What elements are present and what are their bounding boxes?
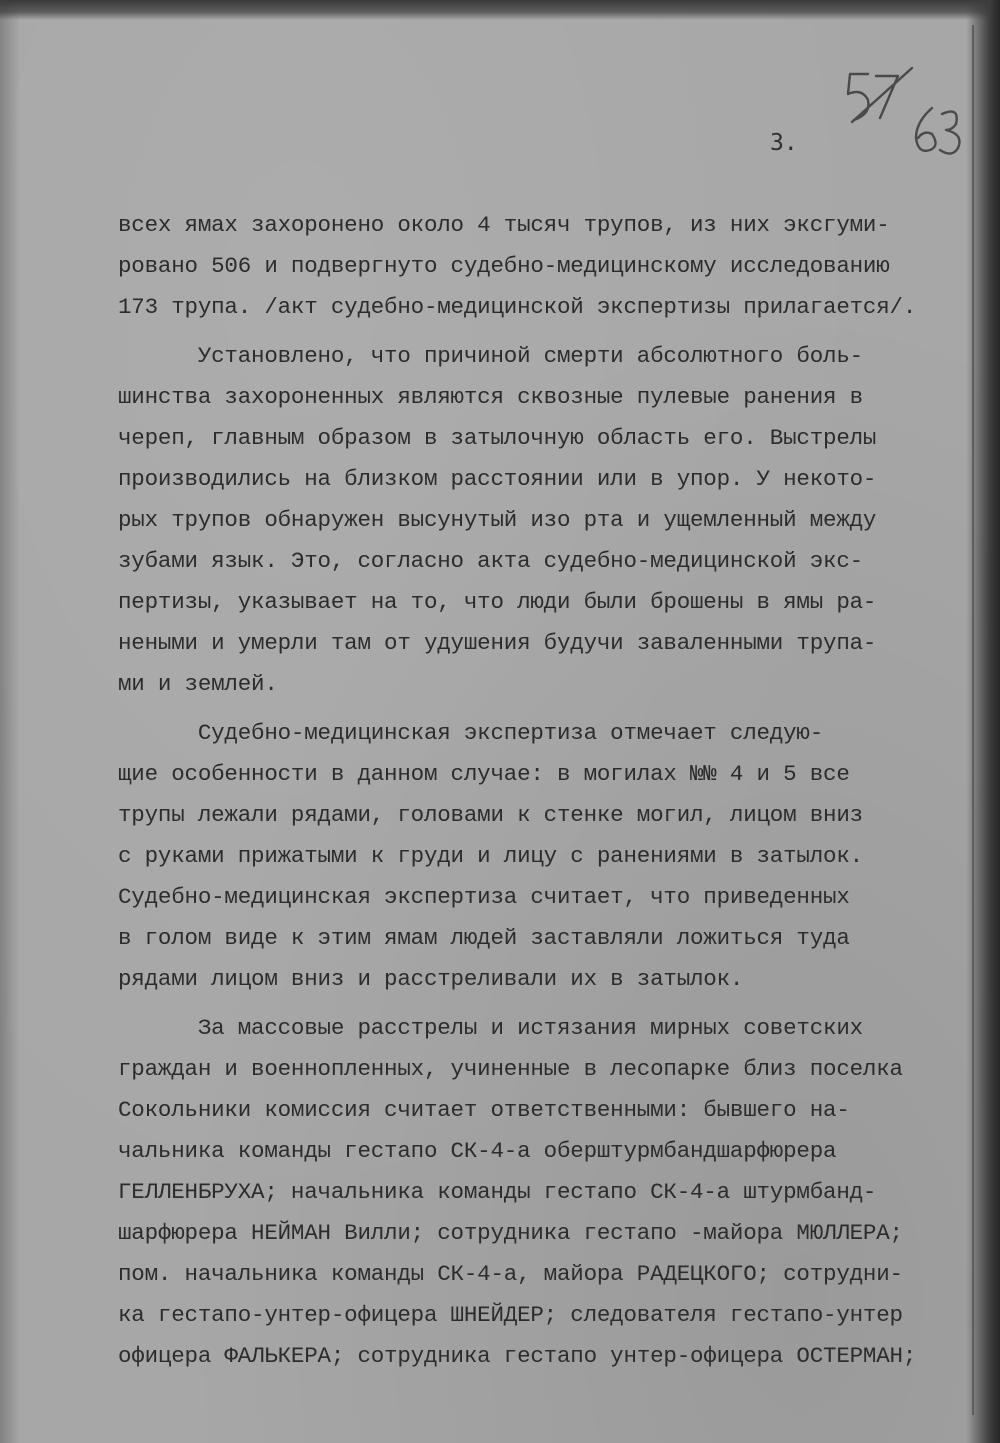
text-line: ми и землей. [118, 671, 278, 697]
text-line: 173 трупа. /акт судебно-медицинской экспертизы прилагается/. [118, 294, 917, 320]
left-edge-shadow [0, 0, 20, 1443]
text-line: Сокольники комиссия считает ответственными: бывшего на- [118, 1097, 850, 1123]
text-line: ГЕЛЛЕНБРУХА; начальника команды гестапо СК-4-а штурмбанд- [118, 1179, 877, 1205]
page-number: 3. [770, 130, 798, 156]
text-line: Судебно-медицинская экспертиза отмечает следую- [118, 720, 824, 746]
text-line: производились на близком расстоянии или в упор. У некото- [118, 466, 877, 492]
text-line: неными и умерли там от удушения будучи заваленными трупа- [118, 630, 877, 656]
text-line: череп, главным образом в затылочную область его. Выстрелы [118, 425, 877, 451]
handwritten-page-numbers [846, 62, 976, 162]
document-body [118, 205, 958, 1377]
text-line: За массовые расстрелы и истязания мирных советских [118, 1015, 863, 1041]
text-line: в голом виде к этим ямам людей заставляли ложиться туда [118, 925, 850, 951]
paragraph [118, 205, 958, 328]
text-line: рых трупов обнаружен высунутый изо рта и ущемленный между [118, 507, 877, 533]
text-line: офицера ФАЛЬКЕРА; сотрудника гестапо унтер-офицера ОСТЕРМАН; [118, 1343, 917, 1369]
paragraph [118, 1008, 958, 1377]
text-line: с руками прижатыми к груди и лицу с ранениями в затылок. [118, 843, 863, 869]
text-line: граждан и военнопленных, учиненные в лесопарке близ поселка [118, 1056, 903, 1082]
text-line: шинства захороненных являются сквозные пулевые ранения в [118, 384, 863, 410]
text-line: шарфюрера НЕЙМАН Вилли; сотрудника гестапо -майора МЮЛЛЕРА; [118, 1220, 903, 1246]
top-edge-shadow [0, 0, 1000, 20]
text-line: пом. начальника команды СК-4-а, майора РАДЕЦКОГО; сотрудни- [118, 1261, 903, 1287]
text-line: Установлено, что причиной смерти абсолютного боль- [118, 343, 863, 369]
text-line: трупы лежали рядами, головами к стенке могил, лицом вниз [118, 802, 863, 828]
text-line: щие особенности в данном случае: в могилах №№ 4 и 5 все [118, 761, 850, 787]
paragraph [118, 336, 958, 705]
text-line: ровано 506 и подвергнуто судебно-медицинскому исследованию [118, 253, 890, 279]
text-line: рядами лицом вниз и расстреливали их в затылок. [118, 966, 744, 992]
text-line: чальника команды гестапо СК-4-а оберштурмбандшарфюрера [118, 1138, 837, 1164]
right-edge-shadow [966, 0, 1000, 1443]
text-line: всех ямах захоронено около 4 тысяч трупов, из них эксгуми- [118, 212, 890, 238]
text-line: Судебно-медицинская экспертиза считает, что приведенных [118, 884, 850, 910]
text-line: ка гестапо-унтер-офицера ШНЕЙДЕР; следователя гестапо-унтер [118, 1302, 903, 1328]
text-line: зубами язык. Это, согласно акта судебно-медицинской экс- [118, 548, 863, 574]
paragraph [118, 713, 958, 1000]
text-line: пертизы, указывает на то, что люди были брошены в ямы ра- [118, 589, 877, 615]
